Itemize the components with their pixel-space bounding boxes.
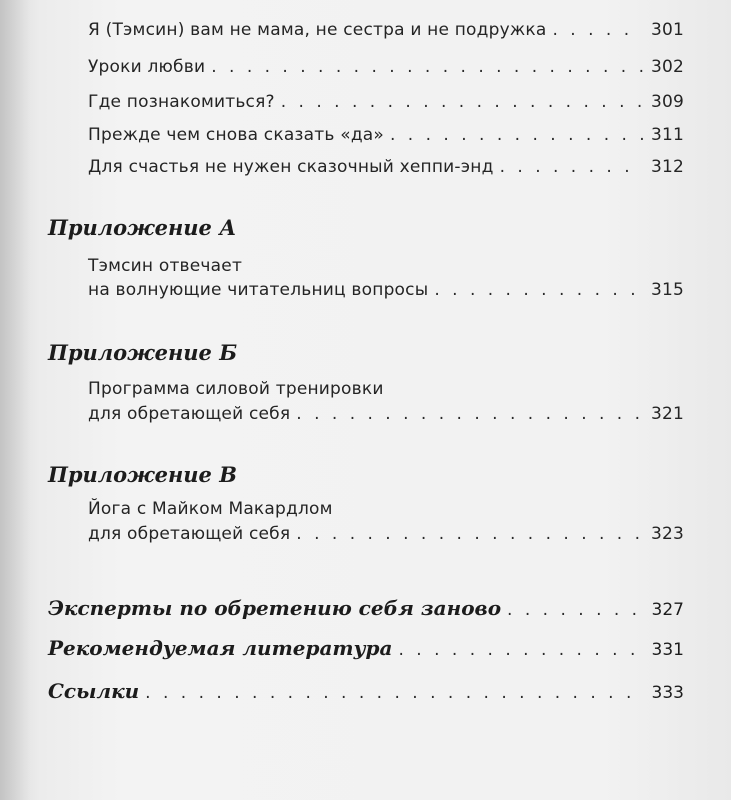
toc-entry-title: Для счастья не нужен сказочный хеппи-энд [88,157,494,177]
dot-leader [296,404,643,424]
toc-major-entry[interactable] [48,596,684,620]
toc-major-page: 331 [651,640,684,660]
toc-entry-page: 301 [650,20,684,40]
toc-entry-page: 321 [650,404,684,424]
toc-major-page: 327 [651,600,684,620]
dot-leader [434,280,643,300]
dot-leader [281,92,643,112]
toc-entry[interactable] [88,125,684,145]
dot-leader [552,20,642,40]
dot-leader [211,57,643,77]
toc-entry-page: 311 [650,125,684,145]
toc-major-title: Ссылки [48,679,140,703]
dot-leader [398,640,643,660]
toc-major-entry[interactable] [48,679,684,703]
toc-entry-page: 312 [650,157,684,177]
toc-entry-title: на волнующие читательниц вопросы [88,280,429,300]
toc-entry-appendix-a[interactable] [88,280,684,300]
appendix-a-line1: Тэмсин отвечает [88,256,243,276]
toc-major-page: 333 [651,683,684,703]
appendix-c-line1: Йога с Майком Макардлом [88,499,333,519]
dot-leader [500,157,643,177]
toc-entry[interactable] [88,20,684,40]
toc-entry-page: 323 [650,524,684,544]
toc-entry-appendix-c[interactable] [88,524,684,544]
toc-entry-page: 302 [650,57,684,77]
toc-entry[interactable] [88,92,684,112]
appendix-a-heading[interactable]: Приложение А [48,215,237,240]
appendix-b-line1: Программа силовой тренировки [88,379,384,399]
toc-entry-page: 309 [650,92,684,112]
toc-entry[interactable] [88,157,684,177]
toc-entry-page: 315 [650,280,684,300]
toc-entry[interactable] [88,57,684,77]
dot-leader [296,524,643,544]
toc-entry-title: Прежде чем снова сказать «да» [88,125,384,145]
toc-entry-title: Уроки любви [88,57,206,77]
toc-major-entry[interactable] [48,636,684,660]
appendix-b-heading[interactable]: Приложение Б [48,340,238,365]
toc-major-title: Эксперты по обретению себя заново [48,596,502,620]
toc-entry-title: Я (Тэмсин) вам не мама, не сестра и не подружка [88,20,547,40]
toc-entry-appendix-b[interactable] [88,404,684,424]
toc-entry-title: для обретающей себя [88,404,291,424]
spine-shadow [0,0,30,800]
toc-entry-title: Где познакомиться? [88,92,275,112]
appendix-c-heading[interactable]: Приложение В [48,462,237,487]
toc-entry-title: для обретающей себя [88,524,291,544]
toc-major-title: Рекомендуемая литература [48,636,393,660]
dot-leader [145,683,643,703]
dot-leader [390,125,643,145]
dot-leader [507,600,644,620]
